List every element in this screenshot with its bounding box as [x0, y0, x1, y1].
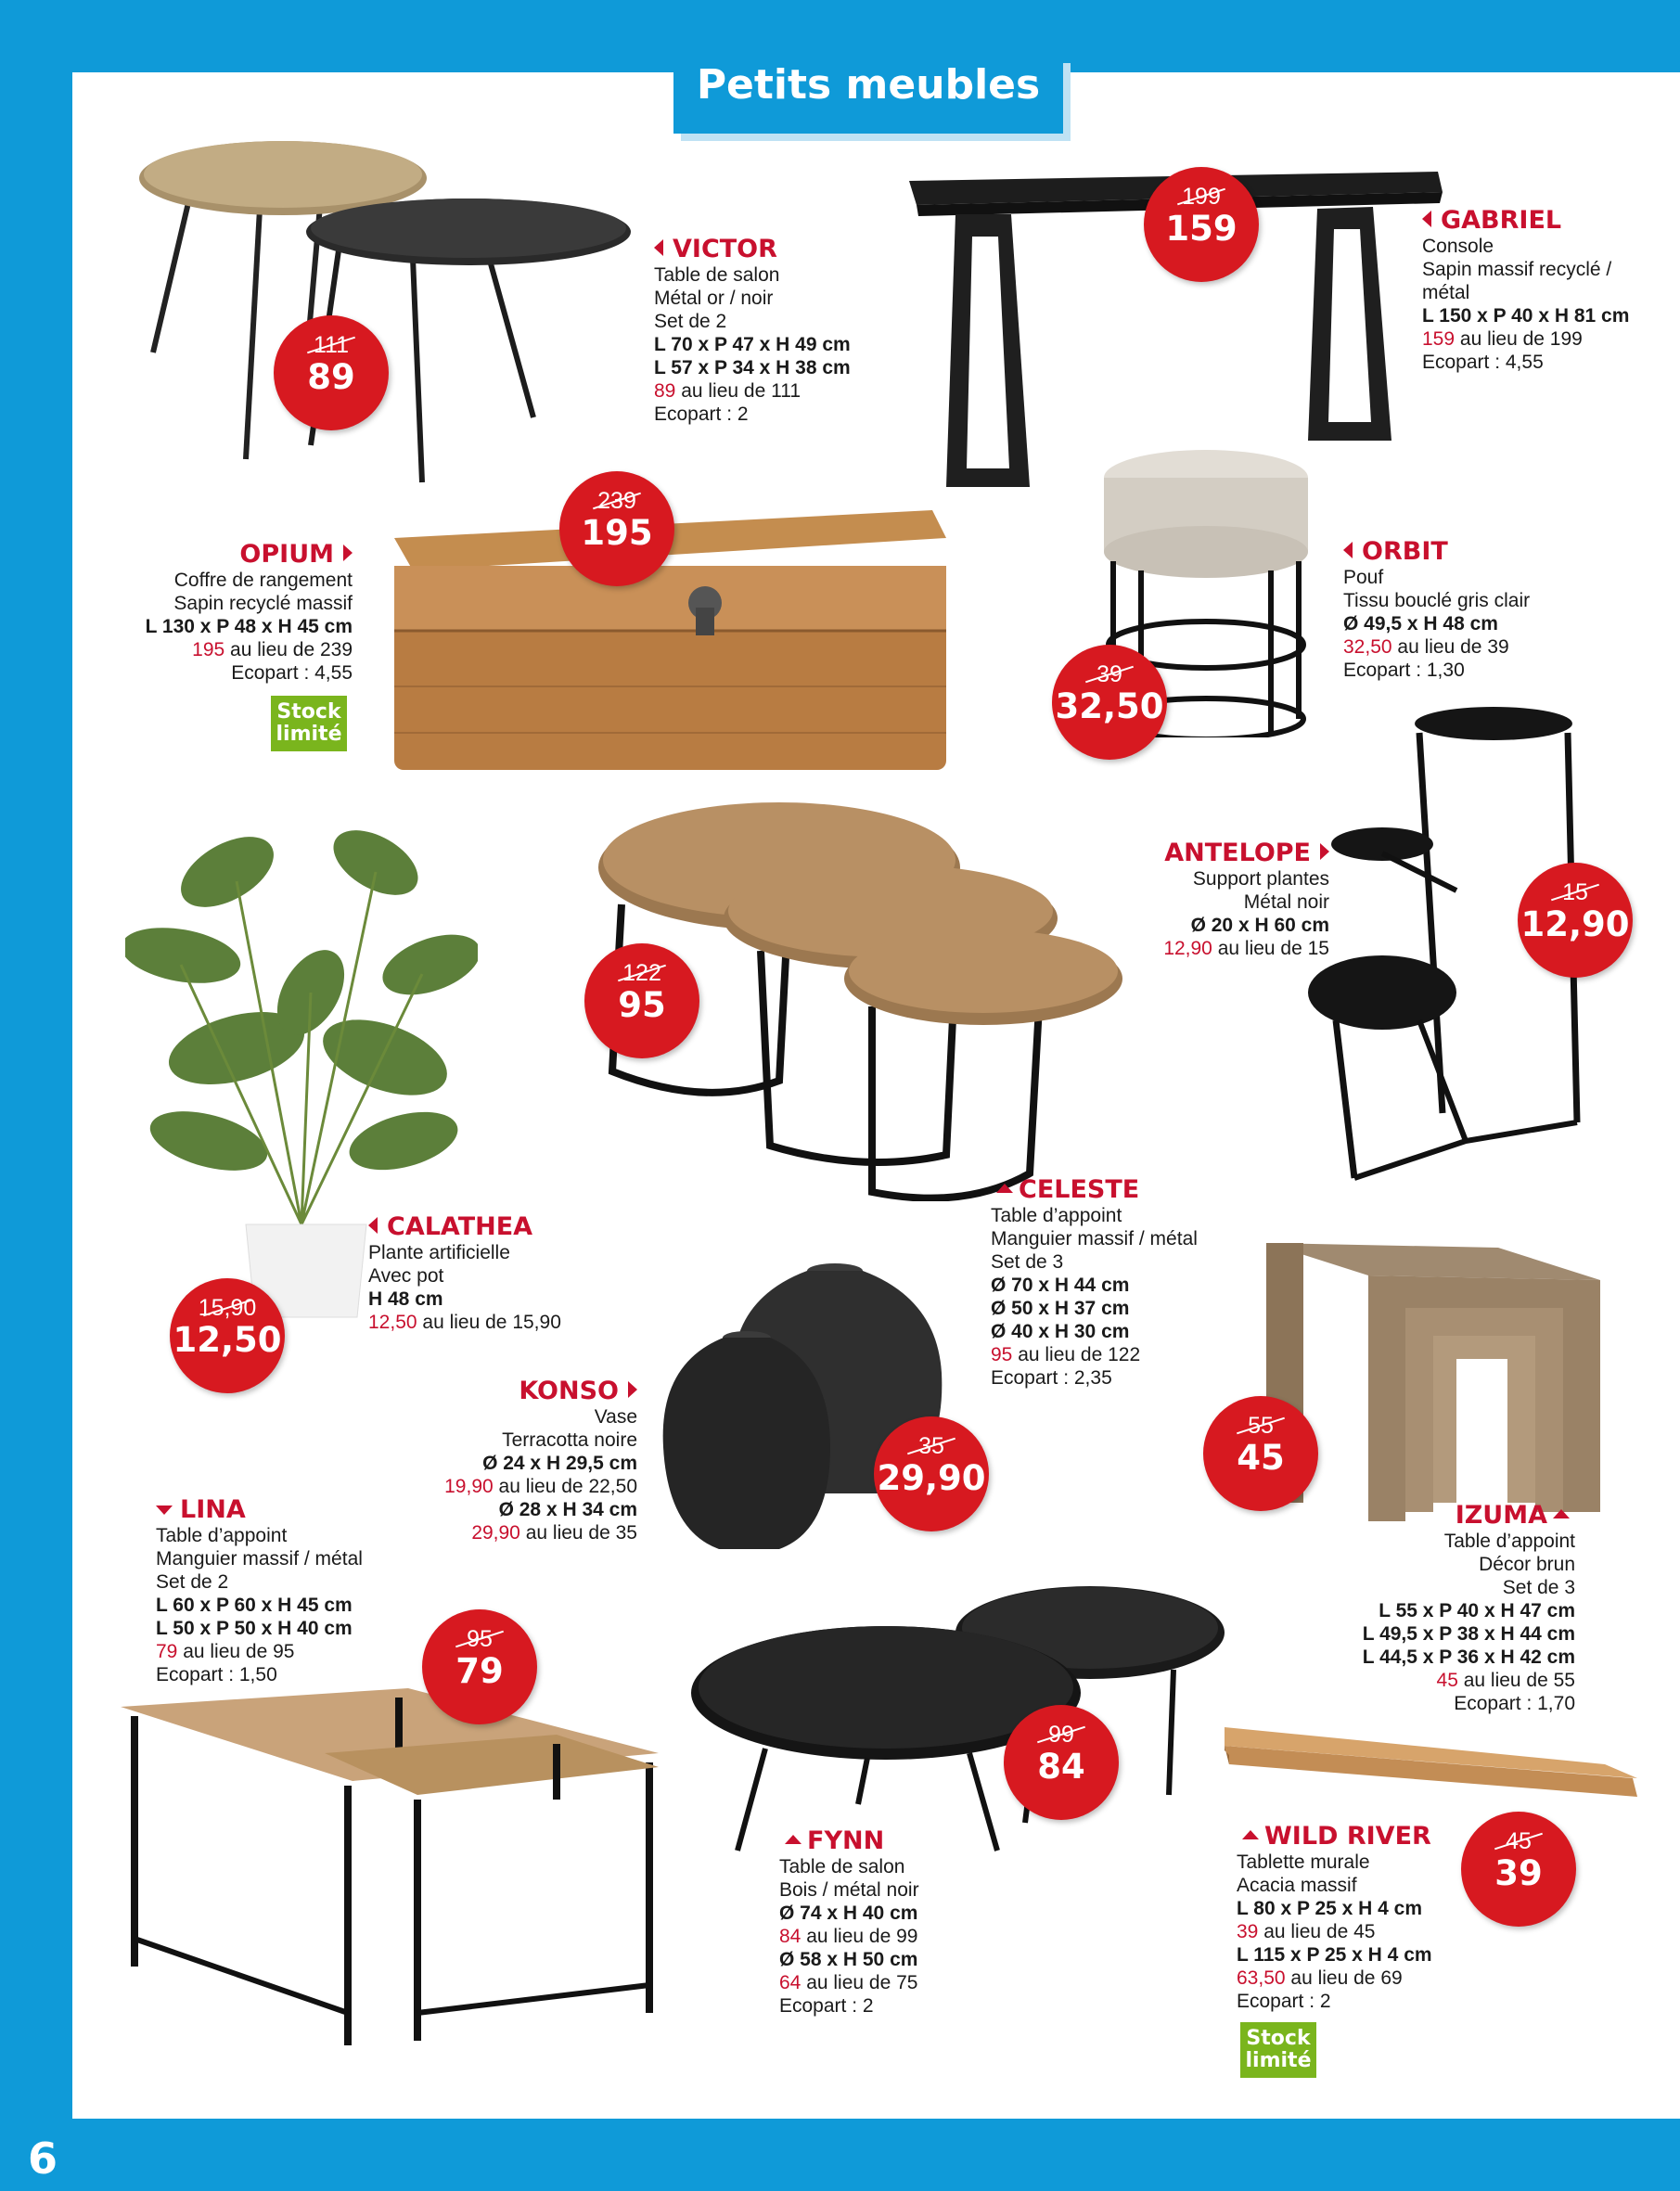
price-badge-konso: 35 29,90 [874, 1416, 989, 1531]
product-name: LINA [156, 1496, 363, 1524]
victor-image [135, 139, 654, 492]
product-izuma: IZUMA Table d’appoint Décor brun Set de 3 L 55 x P 40 x H 47 cm L 49,5 x P 38 x H 44 cm L 44,5 x P 36 x H 42 cm 45 au lieu de 55 Ecopart : 1,70 [1362, 1501, 1575, 1714]
product-name: OPIUM [146, 541, 353, 569]
product-celeste: CELESTE Table d’appoint Manguier massif / métal Set de 3 Ø 70 x H 44 cm Ø 50 x H 37 cm Ø 40 x H 30 cm 95 au lieu de 122 Ecopart : 2,35 [991, 1175, 1198, 1389]
arrow-up-icon [1553, 1509, 1570, 1518]
price-badge-antelope: 15 12,90 [1518, 863, 1633, 978]
product-lina: LINA Table d’appoint Manguier massif / métal Set de 2 L 60 x P 60 x H 45 cm L 50 x P 50 x H 40 cm 79 au lieu de 95 Ecopart : 1,50 [156, 1495, 363, 1685]
stock-limited-tag: Stock limité [1240, 2022, 1316, 2078]
product-name: VICTOR [654, 236, 851, 263]
product-name: FYNN [779, 1827, 919, 1855]
izuma-image [1257, 1243, 1628, 1521]
arrow-up-icon [1242, 1830, 1259, 1839]
product-opium: OPIUM Coffre de rangement Sapin recyclé massif L 130 x P 48 x H 45 cm 195 au lieu de 239 Ecopart : 4,55 [145, 540, 353, 684]
product-konso: KONSO Vase Terracotta noire Ø 24 x H 29,5 cm 19,90 au lieu de 22,50 Ø 28 x H 34 cm 29,90 au lieu de 35 [444, 1377, 637, 1544]
product-victor: VICTOR Table de salon Métal or / noir Set de 2 L 70 x P 47 x H 49 cm L 57 x P 34 x H 38 cm 89 au lieu de 111 Ecopart : 2 [654, 235, 851, 425]
product-name: CALATHEA [368, 1213, 561, 1241]
price-badge-izuma: 55 45 [1203, 1396, 1318, 1511]
price-badge-fynn: 99 84 [1004, 1705, 1119, 1820]
product-name: GABRIEL [1422, 207, 1629, 235]
arrow-left-icon [1422, 211, 1431, 227]
arrow-right-icon [343, 545, 353, 561]
arrow-down-icon [156, 1506, 173, 1515]
stock-limited-tag: Stock limité [271, 696, 347, 751]
price-badge-celeste: 122 95 [584, 943, 699, 1058]
price-badge-wildriver: 45 39 [1461, 1812, 1576, 1927]
arrow-right-icon [628, 1381, 637, 1398]
price-badge-orbit: 39 32,50 [1052, 645, 1167, 760]
product-wildriver: WILD RIVER Tablette murale Acacia massif L 80 x P 25 x H 4 cm 39 au lieu de 45 L 115 x P 25 x H 4 cm 63,50 au lieu de 69 Ecopart : 2 [1237, 1822, 1432, 2012]
bottom-band [0, 2119, 1680, 2191]
price-badge-calathea: 15,90 12,50 [170, 1278, 285, 1393]
product-calathea: CALATHEA Plante artificielle Avec pot H 48 cm 12,50 au lieu de 15,90 [368, 1212, 561, 1333]
product-antelope: ANTELOPE Support plantes Métal noir Ø 20 x H 60 cm 12,90 au lieu de 15 [1163, 839, 1329, 959]
page-number: 6 [28, 2133, 58, 2184]
price-badge-gabriel: 199 159 [1144, 167, 1259, 282]
fynn-image [691, 1582, 1229, 1860]
product-name: WILD RIVER [1237, 1823, 1432, 1851]
section-title: Petits meubles [696, 61, 1041, 109]
product-name: IZUMA [1363, 1502, 1575, 1530]
arrow-left-icon [1343, 542, 1353, 558]
price-badge-lina: 95 79 [422, 1609, 537, 1724]
product-name: ORBIT [1343, 538, 1530, 566]
arrow-right-icon [1320, 843, 1329, 860]
arrow-left-icon [368, 1217, 378, 1234]
section-title-banner [673, 56, 1063, 134]
product-name: CELESTE [991, 1176, 1198, 1204]
wildriver-image [1215, 1727, 1642, 1829]
product-gabriel: GABRIEL Console Sapin massif recyclé / métal L 150 x P 40 x H 81 cm 159 au lieu de 199 Ecopart : 4,55 [1422, 206, 1630, 373]
arrow-up-icon [996, 1184, 1013, 1193]
price-badge-victor: 111 89 [274, 315, 389, 430]
arrow-up-icon [785, 1835, 802, 1844]
product-name: KONSO [444, 1377, 637, 1405]
price-badge-opium: 239 195 [559, 471, 674, 586]
product-orbit: ORBIT Pouf Tissu bouclé gris clair Ø 49,5 x H 48 cm 32,50 au lieu de 39 Ecopart : 1,30 [1343, 537, 1531, 681]
lina-image [121, 1660, 677, 2050]
arrow-left-icon [654, 239, 663, 256]
product-fynn: FYNN Table de salon Bois / métal noir Ø 74 x H 40 cm 84 au lieu de 99 Ø 58 x H 50 cm 64 au lieu de 75 Ecopart : 2 [779, 1826, 919, 2017]
product-name: ANTELOPE [1163, 839, 1329, 867]
